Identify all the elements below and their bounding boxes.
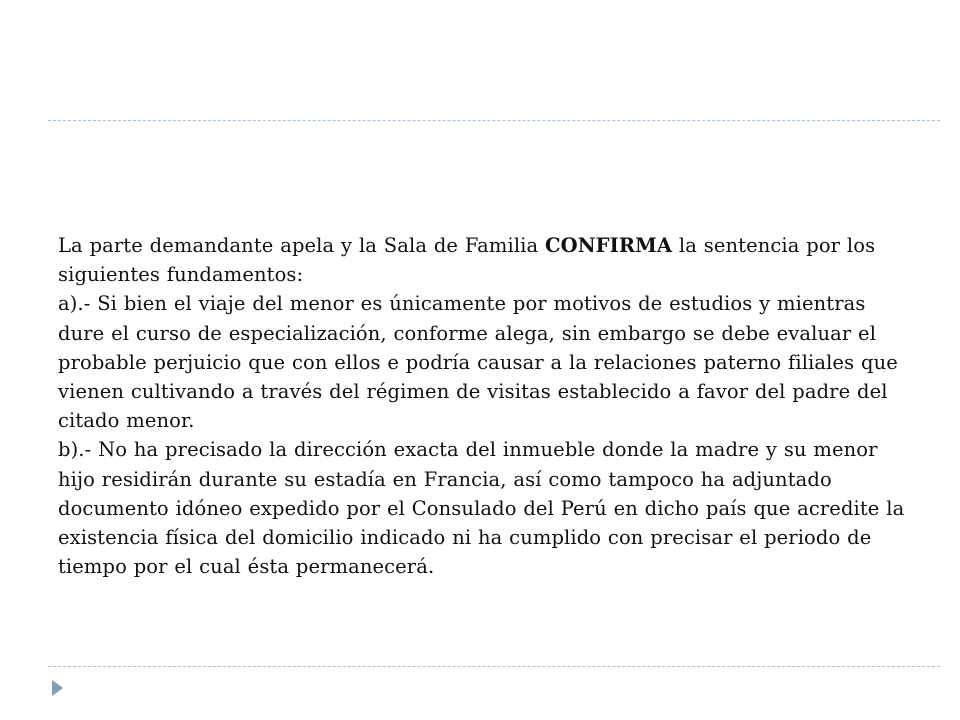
slide-text-body — [58, 231, 910, 581]
intro-text-after: la sentencia por los siguientes fundamentos: — [58, 234, 876, 287]
intro-paragraph — [58, 231, 910, 289]
point-a-paragraph: a).- Si bien el viaje del menor es únicamente por motivos de estudios y mientras dure el curso de especialización, conforme alega, sin embargo se debe evaluar el probable perjuicio que con ellos e podría causar a la relaciones paterno filiales que vienen cultivando a través del régimen de visitas establecido a favor del padre del citado menor. — [58, 292, 898, 433]
bottom-divider — [48, 666, 940, 667]
top-divider — [48, 120, 940, 121]
confirma-emphasis: CONFIRMA — [545, 234, 673, 257]
triangle-bullet-icon — [50, 678, 66, 698]
point-b-paragraph: b).- No ha precisado la dirección exacta del inmueble donde la madre y su menor hijo residirán durante su estadía en Francia, así como tampoco ha adjuntado documento idóneo expedido por el Consulado del Perú en dicho país que acredite la existencia física del domicilio indicado ni ha cumplido con precisar el periodo de tiempo por el cual ésta permanecerá. — [58, 438, 905, 579]
intro-text-before: La parte demandante apela y la Sala de Familia — [58, 234, 546, 257]
